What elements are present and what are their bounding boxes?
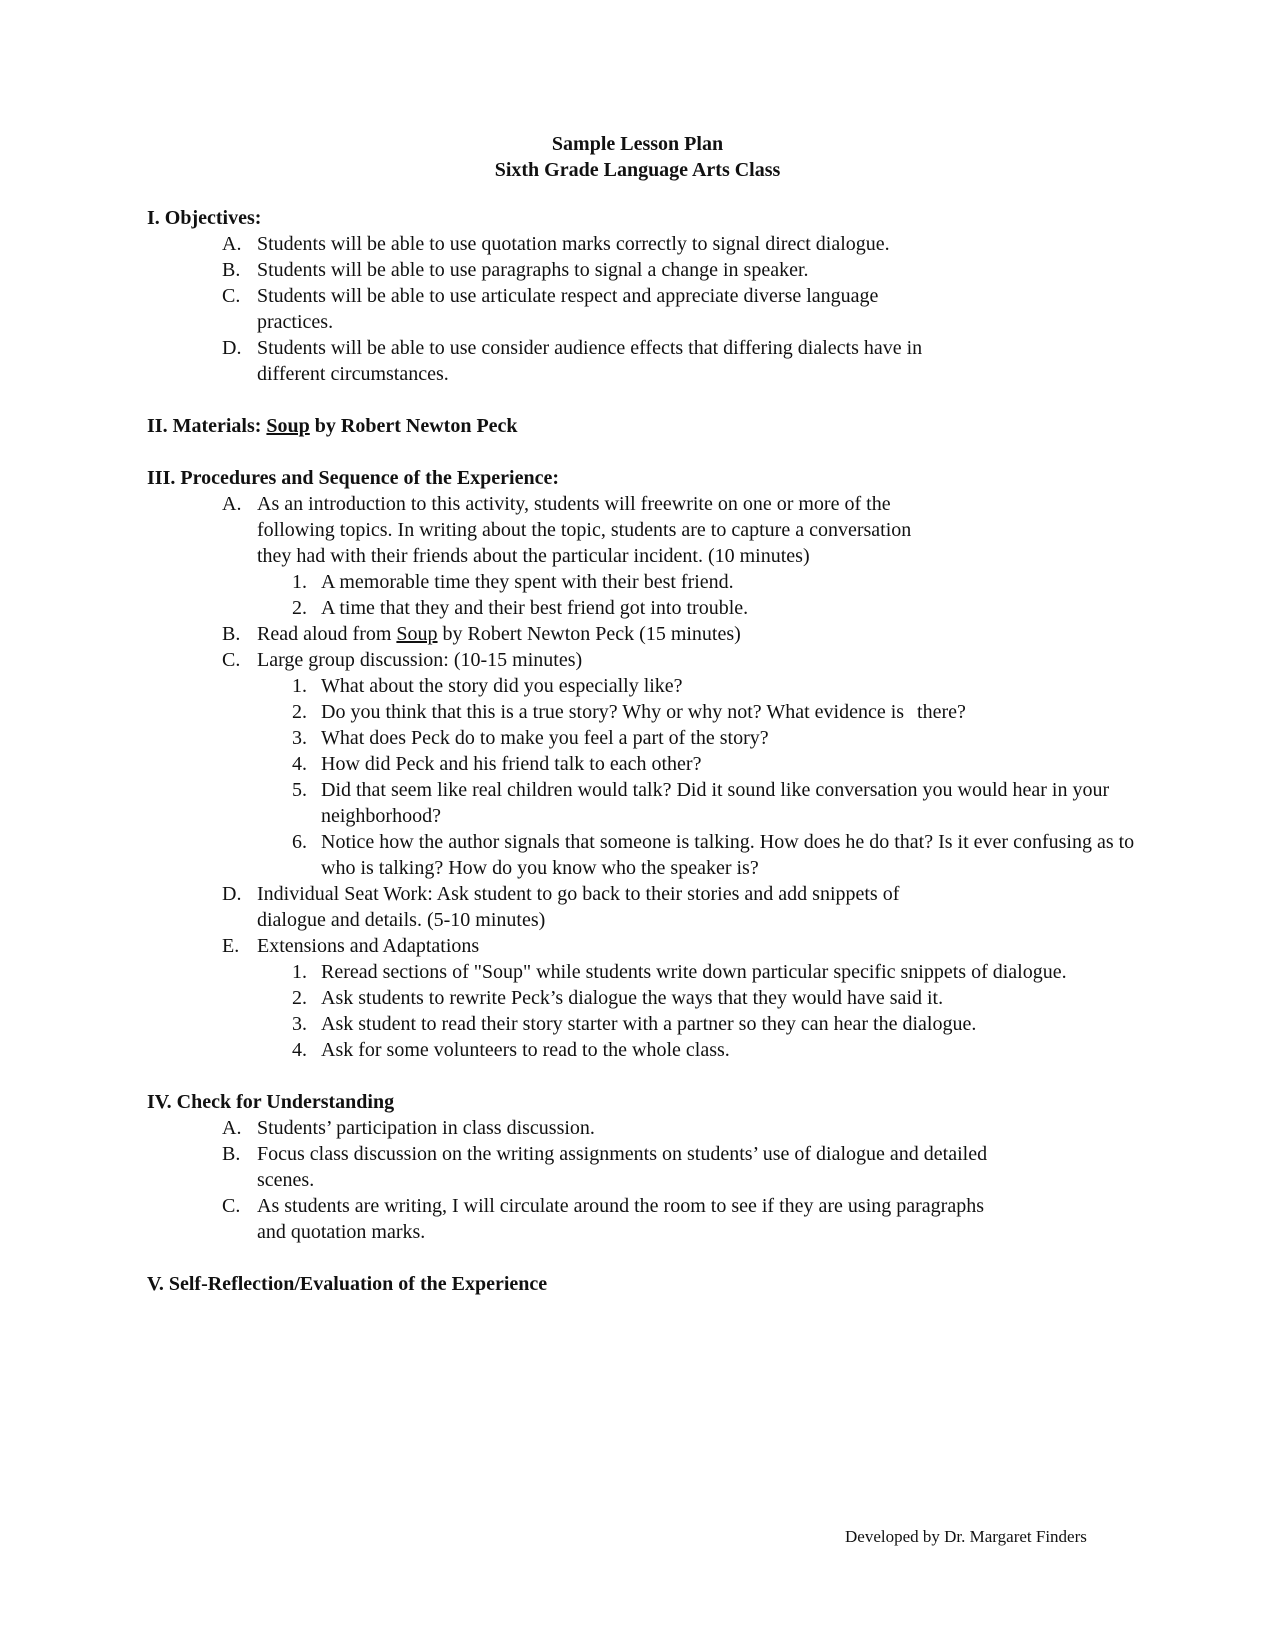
subitem-label: 1. — [292, 571, 307, 593]
procedure-subitem — [147, 959, 1147, 985]
procedures-heading: III. Procedures and Sequence of the Experience: — [147, 467, 560, 489]
subitem-label: 2. — [292, 597, 307, 619]
subitem-text: What about the story did you especially like? — [321, 675, 683, 697]
subitem-text-line: Is it ever confusing as to who is talking? How do you know who the speaker — [321, 831, 1135, 879]
subitem-text: Ask student to read their story starter with a partner so they can hear the dialogue. — [321, 1013, 977, 1035]
procedure-b-suffix: by Robert Newton Peck (15 minutes) — [437, 623, 741, 645]
procedure-text-line: dialogue and details. (5-10 minutes) — [257, 909, 546, 931]
subitem-text-line: dialogue. — [992, 961, 1067, 983]
subitem-label: 1. — [292, 961, 307, 983]
procedure-subitem — [147, 751, 1147, 777]
check-label: C. — [222, 1195, 241, 1217]
objective-item — [147, 283, 1147, 335]
check-label: A. — [222, 1117, 242, 1139]
subitem-label: 6. — [292, 831, 307, 853]
title-line-2: Sixth Grade Language Arts Class — [494, 159, 781, 181]
check-text-line: As students are writing, I will circulate around the room to see if they are using paragraphs — [257, 1195, 985, 1217]
objective-label: D. — [222, 337, 242, 359]
subitem-text-line: Did that seem like real children would talk? Did it sound like conversation — [321, 779, 918, 801]
procedure-item — [147, 621, 1147, 647]
subitem-text-line: Do you think that this is a true story? Why or why not? What evidence is — [321, 701, 905, 723]
document-title — [0, 131, 1275, 183]
subitem-label: 3. — [292, 727, 307, 749]
objective-item — [147, 257, 1147, 283]
subitem-label: 2. — [292, 701, 307, 723]
procedure-subitem — [147, 829, 1147, 881]
title-line-1: Sample Lesson Plan — [551, 133, 724, 155]
subitem-label: 1. — [292, 675, 307, 697]
subitem-label: 3. — [292, 1013, 307, 1035]
subitem-text: Ask for some volunteers to read to the whole class. — [321, 1039, 730, 1061]
procedure-subitem — [147, 725, 1147, 751]
materials-heading-suffix: by Robert Newton Peck — [309, 415, 518, 437]
procedure-text-line: following topics. In writing about the topic, students are to capture a conversation — [257, 519, 912, 541]
document-body — [147, 205, 1147, 1297]
subitem-label: 4. — [292, 753, 307, 775]
check-text-line: scenes. — [257, 1169, 315, 1191]
procedure-subitem — [147, 1037, 1147, 1063]
check-item — [147, 1141, 1147, 1193]
subitem-text-line: Reread sections of "Soup" while students write down particular specific snippets of — [321, 961, 988, 983]
objective-label: C. — [222, 285, 241, 307]
objective-text-line: Students will be able to use articulate respect and appreciate diverse language — [257, 285, 879, 307]
procedure-label: E. — [222, 935, 240, 957]
subitem-text: A time that they and their best friend got into trouble. — [321, 597, 749, 619]
objective-item — [147, 335, 1147, 387]
objective-text-line: different circumstances. — [257, 363, 449, 385]
objective-text: Students will be able to use paragraphs to signal a change in speaker. — [257, 259, 809, 281]
check-item — [147, 1115, 1147, 1141]
procedure-subitem — [147, 777, 1147, 829]
procedure-item — [147, 647, 1147, 673]
footer-credit: Developed by Dr. Margaret Finders — [845, 1527, 1087, 1546]
procedure-b-book: Soup — [396, 623, 438, 645]
subitem-text-line: is? — [736, 857, 759, 879]
procedure-label: D. — [222, 883, 242, 905]
objective-text: Students will be able to use quotation marks correctly to signal direct dialogue. — [257, 233, 890, 255]
subitem-text-line: Notice how the author signals that someone is talking. How does he do that? — [321, 831, 934, 853]
procedure-item — [147, 881, 1147, 933]
subitem-label: 4. — [292, 1039, 307, 1061]
procedure-label: B. — [222, 623, 241, 645]
procedure-text: Large group discussion: (10-15 minutes) — [257, 649, 583, 671]
check-text-line: Focus class discussion on the writing assignments on students’ use of dialogue and detailed — [257, 1143, 988, 1165]
objective-label: A. — [222, 233, 242, 255]
objective-label: B. — [222, 259, 241, 281]
check-label: B. — [222, 1143, 241, 1165]
procedure-text-line: As an introduction to this activity, students will freewrite on one or more of the — [257, 493, 891, 515]
procedure-label: C. — [222, 649, 241, 671]
materials-book-title: Soup — [266, 415, 310, 437]
procedure-text-line: Individual Seat Work: Ask student to go back to their stories and add snippets of — [257, 883, 900, 905]
objective-text-line: practices. — [257, 311, 334, 333]
materials-heading — [147, 413, 1147, 439]
procedure-subitem — [147, 595, 1147, 621]
objectives-heading: I. Objectives: — [147, 207, 262, 229]
materials-heading-prefix: II. Materials: — [147, 415, 267, 437]
procedure-subitem — [147, 699, 1147, 725]
check-text-line: and quotation marks. — [257, 1221, 426, 1243]
procedure-b-prefix: Read aloud from — [257, 623, 397, 645]
subitem-text-line: you would hear in your neighborhood? — [321, 779, 1110, 827]
subitem-text: A memorable time they spent with their best friend. — [321, 571, 734, 593]
procedure-item — [147, 491, 1147, 569]
subitem-text: How did Peck and his friend talk to each other? — [321, 753, 702, 775]
procedure-subitem — [147, 569, 1147, 595]
procedure-text-line: they had with their friends about the particular incident. (10 minutes) — [257, 545, 810, 567]
procedure-subitem — [147, 673, 1147, 699]
procedure-item — [147, 933, 1147, 959]
check-heading: IV. Check for Understanding — [147, 1091, 395, 1113]
objective-text-line: Students will be able to use consider audience effects that differing dialects have in — [257, 337, 923, 359]
subitem-text: What does Peck do to make you feel a part of the story? — [321, 727, 769, 749]
check-item — [147, 1193, 1147, 1245]
subitem-label: 2. — [292, 987, 307, 1009]
objective-item — [147, 231, 1147, 257]
reflection-heading: V. Self-Reflection/Evaluation of the Experience — [147, 1273, 548, 1295]
procedure-label: A. — [222, 493, 242, 515]
procedure-text: Extensions and Adaptations — [257, 935, 480, 957]
procedure-subitem — [147, 985, 1147, 1011]
procedure-subitem — [147, 1011, 1147, 1037]
check-text: Students’ participation in class discussion. — [257, 1117, 595, 1139]
subitem-text: Ask students to rewrite Peck’s dialogue the ways that they would have said it. — [321, 987, 944, 1009]
subitem-text-line: there? — [917, 701, 966, 723]
subitem-label: 5. — [292, 779, 307, 801]
